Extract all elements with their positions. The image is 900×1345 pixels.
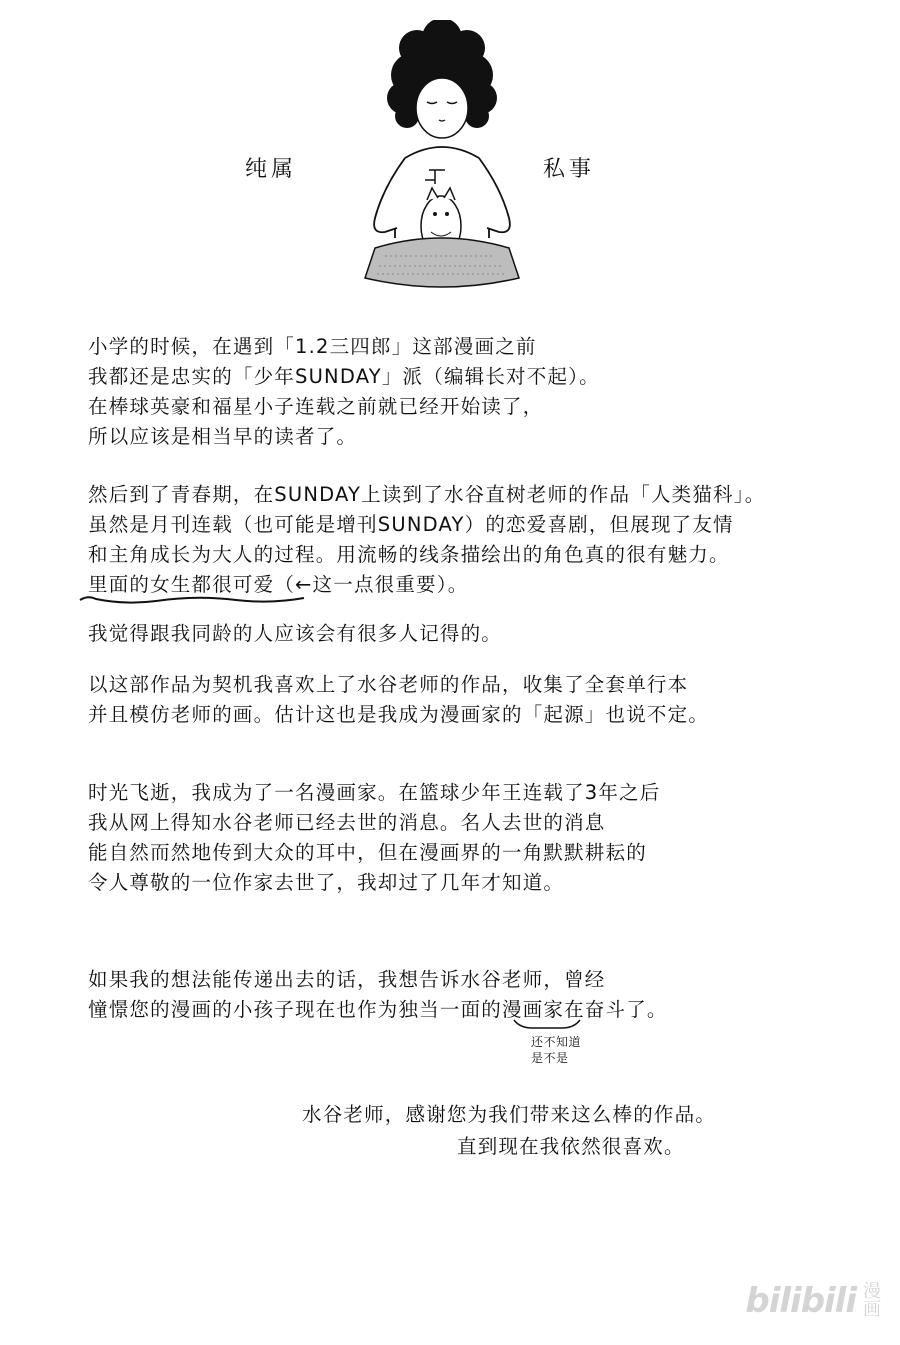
paragraph-4 xyxy=(88,670,709,730)
watermark-brand: bilibili xyxy=(745,1281,856,1321)
emphasis-tail: （←这一点很重要）。 xyxy=(274,573,469,596)
heading-right: 私事 xyxy=(543,157,596,182)
text-line: 和主角成长为大人的过程。用流畅的线条描绘出的角色真的很有魅力。 xyxy=(88,543,730,566)
wavy-underline xyxy=(78,594,308,606)
closing-line-2: 直到现在我依然很喜欢。 xyxy=(457,1135,685,1158)
emphasis-label: 里面的女生都很可爱 xyxy=(88,573,275,596)
paragraph-3 xyxy=(88,619,502,649)
face xyxy=(416,78,468,138)
watermark-tag: 漫画 xyxy=(860,1281,881,1317)
skirt xyxy=(365,238,519,287)
note-bracket xyxy=(512,1018,582,1032)
text-line: 憧憬您的漫画的小孩子现在也作为独当一面的漫画家在奋斗了。 xyxy=(88,998,668,1021)
text-line xyxy=(88,570,765,600)
text-line: 我觉得跟我同龄的人应该会有很多人记得的。 xyxy=(88,622,503,645)
text-line: 小学的时候，在遇到「1.2三四郎」这部漫画之前 xyxy=(88,335,537,358)
watermark xyxy=(745,1281,880,1321)
emphasis-text xyxy=(88,570,274,600)
text-line: 并且模仿老师的画。估计这也是我成为漫画家的「起源」也说不定。 xyxy=(88,703,710,726)
paragraph-2 xyxy=(88,480,765,600)
text-line: 所以应该是相当早的读者了。 xyxy=(88,425,358,448)
paragraph-6 xyxy=(88,965,668,1025)
closing-line-1: 水谷老师，感谢您为我们带来这么棒的作品。 xyxy=(302,1103,717,1126)
text-line: 以这部作品为契机我喜欢上了水谷老师的作品，收集了全套单行本 xyxy=(88,673,689,696)
text-line: 如果我的想法能传递出去的话，我想告诉水谷老师，曾经 xyxy=(88,968,606,991)
text-line: 令人尊敬的一位作家去世了，我却过了几年才知道。 xyxy=(88,871,565,894)
author-illustration xyxy=(355,20,530,292)
text-line: 虽然是月刊连载（也可能是增刊SUNDAY）的恋爱喜剧，但展现了友情 xyxy=(88,513,734,536)
heading-left: 纯属 xyxy=(245,157,298,182)
text-line: 能自然而然地传到大众的耳中，但在漫画界的一角默默耕耘的 xyxy=(88,841,647,864)
paragraph-1 xyxy=(88,332,600,452)
side-note xyxy=(531,1034,581,1066)
text-line: 在棒球英豪和福星小子连载之前就已经开始读了， xyxy=(88,395,544,418)
note-line: 是不是 xyxy=(531,1051,569,1065)
paragraph-5 xyxy=(88,778,661,898)
note-line: 还不知道 xyxy=(531,1035,582,1049)
text-line: 然后到了青春期，在SUNDAY上读到了水谷直树老师的作品「人类猫科」。 xyxy=(88,483,766,506)
text-line: 我都还是忠实的「少年SUNDAY」派（编辑长对不起）。 xyxy=(88,365,600,388)
text-line: 我从网上得知水谷老师已经去世的消息。名人去世的消息 xyxy=(88,811,606,834)
text-line: 时光飞逝，我成为了一名漫画家。在篮球少年王连载了3年之后 xyxy=(88,781,661,804)
